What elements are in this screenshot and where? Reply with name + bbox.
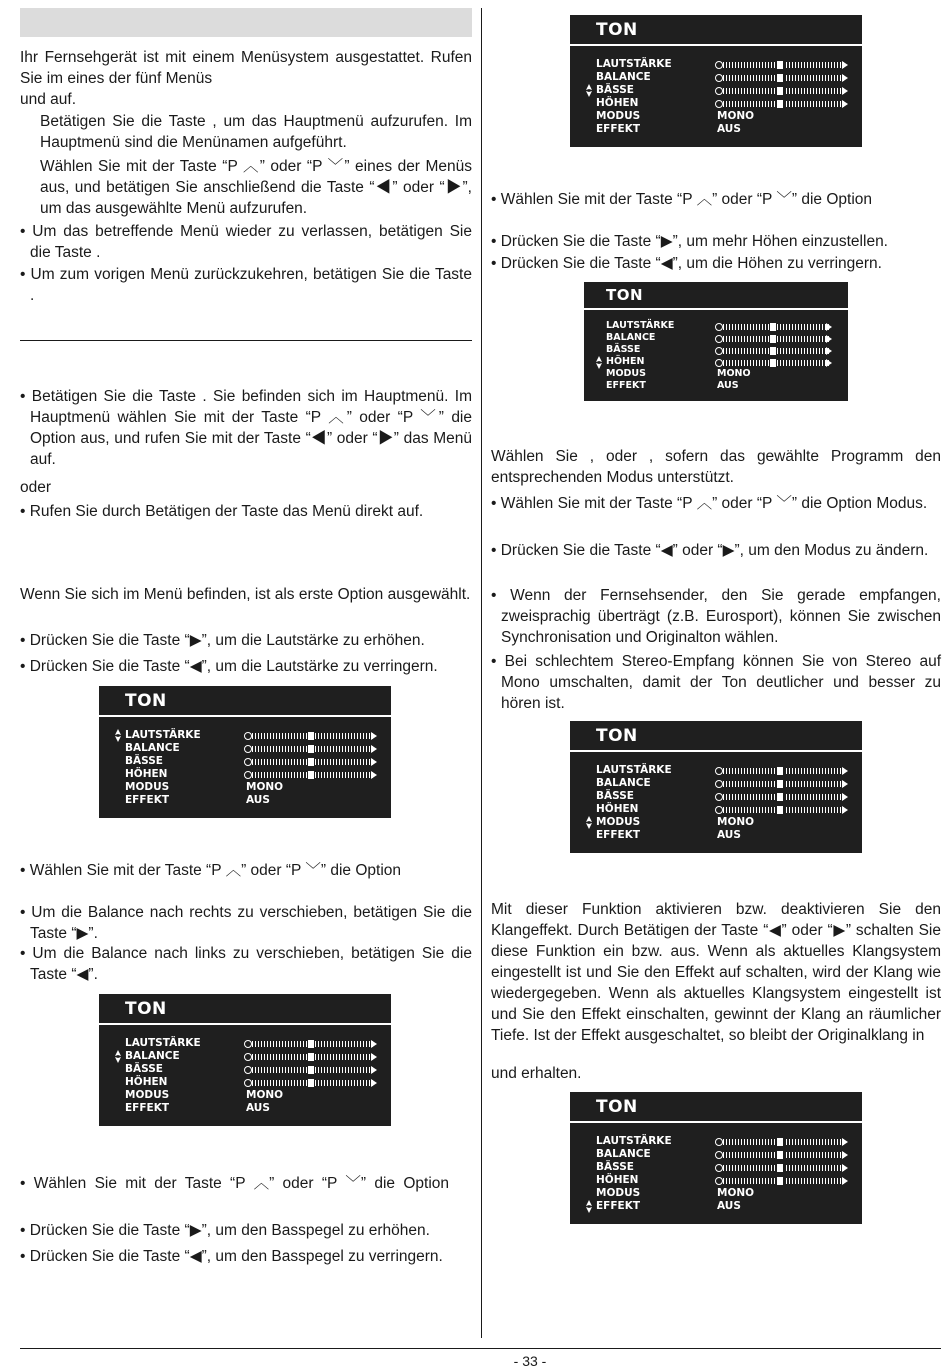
volume-down: • Drücken Sie die Taste “◀”, um die Lautstärke zu verringern. bbox=[20, 658, 438, 675]
osd-row bbox=[596, 764, 856, 777]
osd-row-label: BALANCE bbox=[125, 1050, 180, 1062]
osd-row bbox=[596, 777, 856, 790]
osd-title: TON bbox=[606, 286, 644, 304]
osd-row-label: HÖHEN bbox=[125, 1076, 168, 1088]
footer-rule bbox=[20, 1348, 941, 1349]
bass-up: • Drücken Sie die Taste “▶”, um den Basspegel zu erhöhen. bbox=[20, 1222, 430, 1239]
osd-row-label: EFFEKT bbox=[596, 1200, 640, 1212]
osd-header bbox=[584, 282, 848, 310]
selection-pointer-icon bbox=[585, 816, 593, 829]
osd-row-label: EFFEKT bbox=[125, 794, 169, 806]
osd-level-bar bbox=[246, 759, 374, 765]
osd-level-bar bbox=[717, 807, 845, 813]
osd-row bbox=[596, 123, 856, 136]
ton-open-instructions: • Betätigen Sie die Taste . Sie befinden sich im Hauptmenü. Im Hauptmenü wählen Sie mit der Taste “P ︿” oder “P ﹀” die Option aus, und rufen Sie mit der Taste “◀” oder “▶” das Menü auf. bbox=[20, 388, 472, 468]
osd-row bbox=[606, 332, 866, 344]
osd-title: TON bbox=[596, 726, 638, 746]
selection-pointer-icon bbox=[114, 1050, 122, 1063]
osd-level-knob bbox=[307, 731, 315, 741]
osd-menu-effect bbox=[570, 1092, 862, 1224]
section-rule bbox=[20, 340, 472, 341]
osd-row-label: MODUS bbox=[596, 1187, 641, 1199]
osd-row-label: HÖHEN bbox=[596, 803, 639, 815]
osd-row bbox=[596, 790, 856, 803]
osd-row bbox=[596, 97, 856, 110]
osd-row-label: HÖHEN bbox=[606, 356, 645, 367]
osd-level-bar bbox=[717, 781, 845, 787]
osd-row bbox=[125, 755, 385, 768]
osd-row-label: BÄSSE bbox=[606, 344, 641, 355]
section-header-bar bbox=[20, 8, 472, 37]
osd-row-label: LAUTSTÄRKE bbox=[125, 1037, 201, 1049]
osd-row-label: HÖHEN bbox=[125, 768, 168, 780]
osd-level-bar bbox=[717, 75, 845, 81]
osd-row bbox=[606, 368, 866, 380]
osd-row bbox=[606, 344, 866, 356]
osd-level-bar bbox=[717, 794, 845, 800]
osd-row bbox=[606, 380, 866, 392]
osd-level-knob bbox=[769, 358, 777, 368]
osd-level-knob bbox=[776, 766, 784, 776]
ton-direct-key: • Rufen Sie durch Betätigen der Taste das Menü direkt auf. bbox=[20, 503, 424, 520]
osd-row-label: MODUS bbox=[596, 110, 641, 122]
mode-change: • Drücken Sie die Taste “◀” oder “▶”, um den Modus zu ändern. bbox=[491, 542, 929, 559]
osd-menu-treble bbox=[584, 282, 848, 401]
osd-level-bar bbox=[246, 1080, 374, 1086]
osd-level-bar bbox=[717, 62, 845, 68]
osd-row-label: BÄSSE bbox=[125, 1063, 163, 1075]
osd-level-knob bbox=[307, 1052, 315, 1062]
osd-row bbox=[125, 742, 385, 755]
osd-level-knob bbox=[776, 73, 784, 83]
osd-row bbox=[596, 829, 856, 842]
balance-left: • Um die Balance nach links zu verschieben, betätigen Sie die Taste “◀”. bbox=[20, 945, 472, 983]
osd-level-bar bbox=[717, 768, 845, 774]
page-number: - 33 - bbox=[513, 1353, 547, 1369]
osd-header bbox=[570, 15, 862, 46]
osd-level-knob bbox=[776, 805, 784, 815]
osd-row bbox=[125, 781, 385, 794]
treble-select: • Wählen Sie mit der Taste “P ︿” oder “P ﹀” die Option bbox=[491, 191, 873, 208]
selection-pointer-icon bbox=[114, 729, 122, 742]
osd-level-knob bbox=[776, 86, 784, 96]
osd-row bbox=[596, 58, 856, 71]
osd-level-bar bbox=[246, 733, 374, 739]
osd-row-value: AUS bbox=[717, 380, 739, 391]
osd-row bbox=[125, 1089, 385, 1102]
mode-dual-language: • Wenn der Fernsehsender, den Sie gerade empfangen, zweisprachig überträgt (z.B. Eurosport), können Sie zwischen Synchronisation und Originalton wählen. bbox=[491, 587, 941, 646]
osd-row bbox=[125, 1050, 385, 1063]
osd-row-label: LAUTSTÄRKE bbox=[125, 729, 201, 741]
osd-level-bar bbox=[717, 360, 829, 366]
osd-level-knob bbox=[307, 1039, 315, 1049]
osd-level-bar bbox=[246, 772, 374, 778]
osd-row-label: LAUTSTÄRKE bbox=[606, 320, 675, 331]
osd-header bbox=[99, 994, 391, 1025]
osd-row bbox=[125, 1076, 385, 1089]
osd-row-label: MODUS bbox=[125, 781, 170, 793]
osd-level-bar bbox=[717, 1178, 845, 1184]
mode-select: • Wählen Sie mit der Taste “P ︿” oder “P ﹀” die Option Modus. bbox=[491, 495, 928, 512]
osd-row-value: AUS bbox=[717, 829, 741, 841]
osd-level-knob bbox=[776, 1163, 784, 1173]
osd-row-label: HÖHEN bbox=[596, 1174, 639, 1186]
osd-row-value: AUS bbox=[717, 1200, 741, 1212]
osd-row bbox=[596, 110, 856, 123]
osd-row bbox=[125, 1063, 385, 1076]
osd-row-label: MODUS bbox=[125, 1089, 170, 1101]
osd-level-knob bbox=[776, 1176, 784, 1186]
mode-intro: Wählen Sie , oder , sofern das gewählte Programm den entsprechenden Modus unterstützt. bbox=[491, 448, 941, 486]
balance-select: • Wählen Sie mit der Taste “P ︿” oder “P ﹀” die Option bbox=[20, 862, 402, 879]
osd-row bbox=[596, 84, 856, 97]
osd-row-label: MODUS bbox=[596, 816, 641, 828]
osd-row bbox=[125, 1037, 385, 1050]
osd-level-bar bbox=[717, 1152, 845, 1158]
osd-level-knob bbox=[776, 1150, 784, 1160]
osd-level-bar bbox=[717, 101, 845, 107]
osd-level-knob bbox=[776, 1137, 784, 1147]
osd-row-value: AUS bbox=[246, 794, 270, 806]
osd-row-label: BÄSSE bbox=[596, 1161, 634, 1173]
osd-row bbox=[596, 1135, 856, 1148]
osd-level-bar bbox=[246, 746, 374, 752]
osd-row-label: BALANCE bbox=[606, 332, 656, 343]
osd-level-knob bbox=[307, 1078, 315, 1088]
osd-level-bar bbox=[717, 88, 845, 94]
osd-row-value: MONO bbox=[717, 368, 751, 379]
osd-row-label: LAUTSTÄRKE bbox=[596, 1135, 672, 1147]
osd-level-knob bbox=[307, 757, 315, 767]
osd-title: TON bbox=[125, 999, 167, 1019]
intro-text: Ihr Fernsehgerät ist mit einem Menüsystem ausgestattet. Rufen Sie im eines der fünf Menüs bbox=[20, 49, 472, 87]
osd-row-label: EFFEKT bbox=[606, 380, 646, 391]
osd-row bbox=[606, 320, 866, 332]
volume-intro: Wenn Sie sich im Menü befinden, ist als erste Option ausgewählt. bbox=[20, 586, 471, 603]
osd-row-value: MONO bbox=[246, 781, 284, 793]
volume-up: • Drücken Sie die Taste “▶”, um die Lautstärke zu erhöhen. bbox=[20, 632, 425, 649]
balance-right: • Um die Balance nach rechts zu verschieben, betätigen Sie die Taste “▶”. bbox=[20, 904, 472, 942]
osd-row bbox=[596, 816, 856, 829]
osd-row-value: AUS bbox=[717, 123, 741, 135]
selection-pointer-icon bbox=[585, 84, 593, 97]
osd-row-label: LAUTSTÄRKE bbox=[596, 764, 672, 776]
osd-menu-balance bbox=[99, 994, 391, 1126]
step-select-menu: Wählen Sie mit der Taste “P ︿” oder “P ﹀” eines der Menüs aus, und betätigen Sie anschließend die Taste “◀” oder “▶”, um das ausgewählte Menü aufzurufen. bbox=[40, 158, 472, 217]
osd-level-knob bbox=[776, 792, 784, 802]
osd-row-value: MONO bbox=[246, 1089, 284, 1101]
bullet-previous-menu: • Um zum vorigen Menü zurückzukehren, betätigen Sie die Taste . bbox=[20, 266, 472, 304]
osd-level-knob bbox=[776, 60, 784, 70]
osd-row-label: BALANCE bbox=[125, 742, 180, 754]
osd-row-label: BALANCE bbox=[596, 777, 651, 789]
osd-row bbox=[125, 794, 385, 807]
osd-row bbox=[596, 1187, 856, 1200]
osd-row-value: AUS bbox=[246, 1102, 270, 1114]
osd-level-knob bbox=[769, 334, 777, 344]
osd-row bbox=[596, 1200, 856, 1213]
osd-title: TON bbox=[596, 1097, 638, 1117]
osd-level-bar bbox=[717, 324, 829, 330]
step-main-menu: Betätigen Sie die Taste , um das Hauptmenü aufzurufen. Im Hauptmenü sind die Menünamen aufgeführt. bbox=[40, 113, 472, 151]
selection-pointer-icon bbox=[595, 356, 603, 369]
osd-level-bar bbox=[717, 336, 829, 342]
osd-row-label: HÖHEN bbox=[596, 97, 639, 109]
osd-row-label: EFFEKT bbox=[596, 123, 640, 135]
osd-row bbox=[596, 1161, 856, 1174]
osd-row-label: EFFEKT bbox=[596, 829, 640, 841]
osd-level-bar bbox=[717, 348, 829, 354]
osd-level-knob bbox=[307, 744, 315, 754]
oder-text: oder bbox=[20, 479, 52, 496]
osd-level-bar bbox=[246, 1067, 374, 1073]
osd-header bbox=[570, 721, 862, 752]
osd-row bbox=[596, 1174, 856, 1187]
osd-level-knob bbox=[776, 99, 784, 109]
osd-header bbox=[570, 1092, 862, 1123]
treble-down: • Drücken Sie die Taste “◀”, um die Höhen zu verringern. bbox=[491, 255, 882, 272]
bass-select: • Wählen Sie mit der Taste “P ︿” oder “P ﹀” die Option bbox=[20, 1175, 450, 1192]
osd-menu-mode bbox=[570, 721, 862, 853]
osd-row-label: BALANCE bbox=[596, 71, 651, 83]
osd-level-bar bbox=[717, 1165, 845, 1171]
osd-row-value: MONO bbox=[717, 110, 755, 122]
osd-row-label: BÄSSE bbox=[596, 84, 634, 96]
bass-down: • Drücken Sie die Taste “◀”, um den Basspegel zu verringern. bbox=[20, 1248, 443, 1265]
intro-text-2: und auf. bbox=[20, 91, 77, 108]
mode-mono-switch: • Bei schlechtem Stereo-Empfang können Sie von Stereo auf Mono umschalten, damit der Ton deutlicher und besser zu hören ist. bbox=[491, 653, 941, 712]
bullet-exit-menu: • Um das betreffende Menü wieder zu verlassen, betätigen Sie die Taste . bbox=[20, 223, 472, 261]
osd-row bbox=[596, 803, 856, 816]
osd-row-value: MONO bbox=[717, 816, 755, 828]
osd-row bbox=[125, 768, 385, 781]
effect-description: Mit dieser Funktion aktivieren bzw. deaktivieren Sie den Klangeffekt. Durch Betätigen der Taste “◀” oder “▶” schalten Sie diese Funktion ein bzw. aus. Wenn als aktuelles Klangsystem eingestellt ist und Sie den Effekt auf schalten, wird der Klang wie wiedergegeben. Wenn als aktuelles Klangsystem eingestellt ist und Sie den Effekt einschalten, gewinnt der Klang an räumlicher Tiefe. Ist der Effekt ausgeschaltet, so bleibt der Originalklang in bbox=[491, 901, 941, 1044]
osd-row-label: LAUTSTÄRKE bbox=[596, 58, 672, 70]
column-divider bbox=[481, 8, 482, 1338]
osd-level-knob bbox=[307, 770, 315, 780]
osd-level-knob bbox=[769, 322, 777, 332]
osd-title: TON bbox=[125, 691, 167, 711]
treble-up: • Drücken Sie die Taste “▶”, um mehr Höhen einzustellen. bbox=[491, 233, 888, 250]
osd-row-label: BÄSSE bbox=[596, 790, 634, 802]
osd-row bbox=[125, 729, 385, 742]
selection-pointer-icon bbox=[585, 1200, 593, 1213]
osd-row-value: MONO bbox=[717, 1187, 755, 1199]
osd-menu-volume bbox=[99, 686, 391, 818]
osd-level-knob bbox=[769, 346, 777, 356]
osd-title: TON bbox=[596, 20, 638, 40]
osd-header bbox=[99, 686, 391, 717]
osd-row-label: EFFEKT bbox=[125, 1102, 169, 1114]
osd-row-label: MODUS bbox=[606, 368, 646, 379]
osd-menu-bass bbox=[570, 15, 862, 147]
osd-row-label: BÄSSE bbox=[125, 755, 163, 767]
osd-level-bar bbox=[246, 1041, 374, 1047]
effect-description-end: und erhalten. bbox=[491, 1065, 582, 1082]
osd-row bbox=[125, 1102, 385, 1115]
osd-level-bar bbox=[717, 1139, 845, 1145]
osd-row bbox=[596, 1148, 856, 1161]
osd-row bbox=[596, 71, 856, 84]
osd-row bbox=[606, 356, 866, 368]
osd-row-label: BALANCE bbox=[596, 1148, 651, 1160]
osd-level-bar bbox=[246, 1054, 374, 1060]
osd-level-knob bbox=[776, 779, 784, 789]
osd-level-knob bbox=[307, 1065, 315, 1075]
